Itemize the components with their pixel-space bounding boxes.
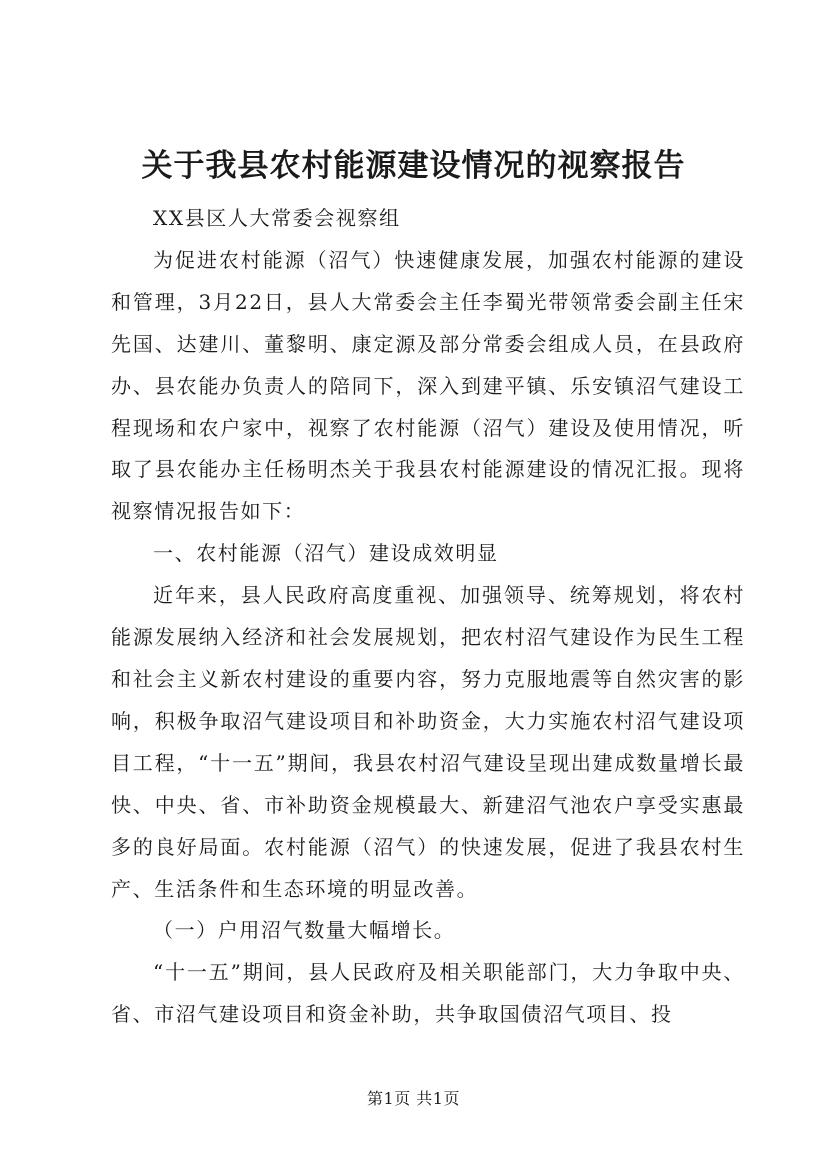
section-heading-1: 一、农村能源（沼气）建设成效明显: [153, 541, 499, 566]
paragraph-household-biogas: “十一五”期间，县人民政府及相关职能部门，大力争取中央、省、市沼气建设项目和资金补助，共争取国债沼气项目、投: [111, 960, 745, 1027]
page-footer: 第1页 共1页: [367, 1089, 460, 1108]
paragraph-overview: 近年来，县人民政府高度重视、加强领导、统筹规划，将农村能源发展纳入经济和社会发展规划，把农村沼气建设作为民生工程和社会主义新农村建设的重要内容，努力克服地震等自然灾害的影响，积极争取沼气建设项目和补助资金，大力实施农村沼气建设项目工程，“十一五”期间，我县农村沼气建设呈现出建成数量增长最快、中央、省、市补助资金规模最大、新建沼气池农户享受实惠最多的良好局面。农村能源（沼气）的快速发展，促进了我县农村生产、生活条件和生态环境的明显改善。: [111, 583, 745, 901]
subsection-heading-1: （一）户用沼气数量大幅增长。: [153, 918, 456, 943]
document-title: 关于我县农村能源建设情况的视察报告: [141, 148, 686, 184]
paragraph-intro: 为促进农村能源（沼气）快速健康发展，加强农村能源的建设和管理，3月22日，县人大常委会主任李蜀光带领常委会副主任宋先国、达建川、董黎明、康定源及部分常委会组成人员，在县政府办、县农能办负责人的陪同下，深入到建平镇、乐安镇沼气建设工程现场和农户家中，视察了农村能源（沼气）建设及使用情况，听取了县农能办主任杨明杰关于我县农村能源建设的情况汇报。现将视察情况报告如下：: [111, 247, 745, 524]
document-body: [111, 198, 745, 1036]
author-line: XX县区人大常委会视察组: [153, 206, 401, 230]
